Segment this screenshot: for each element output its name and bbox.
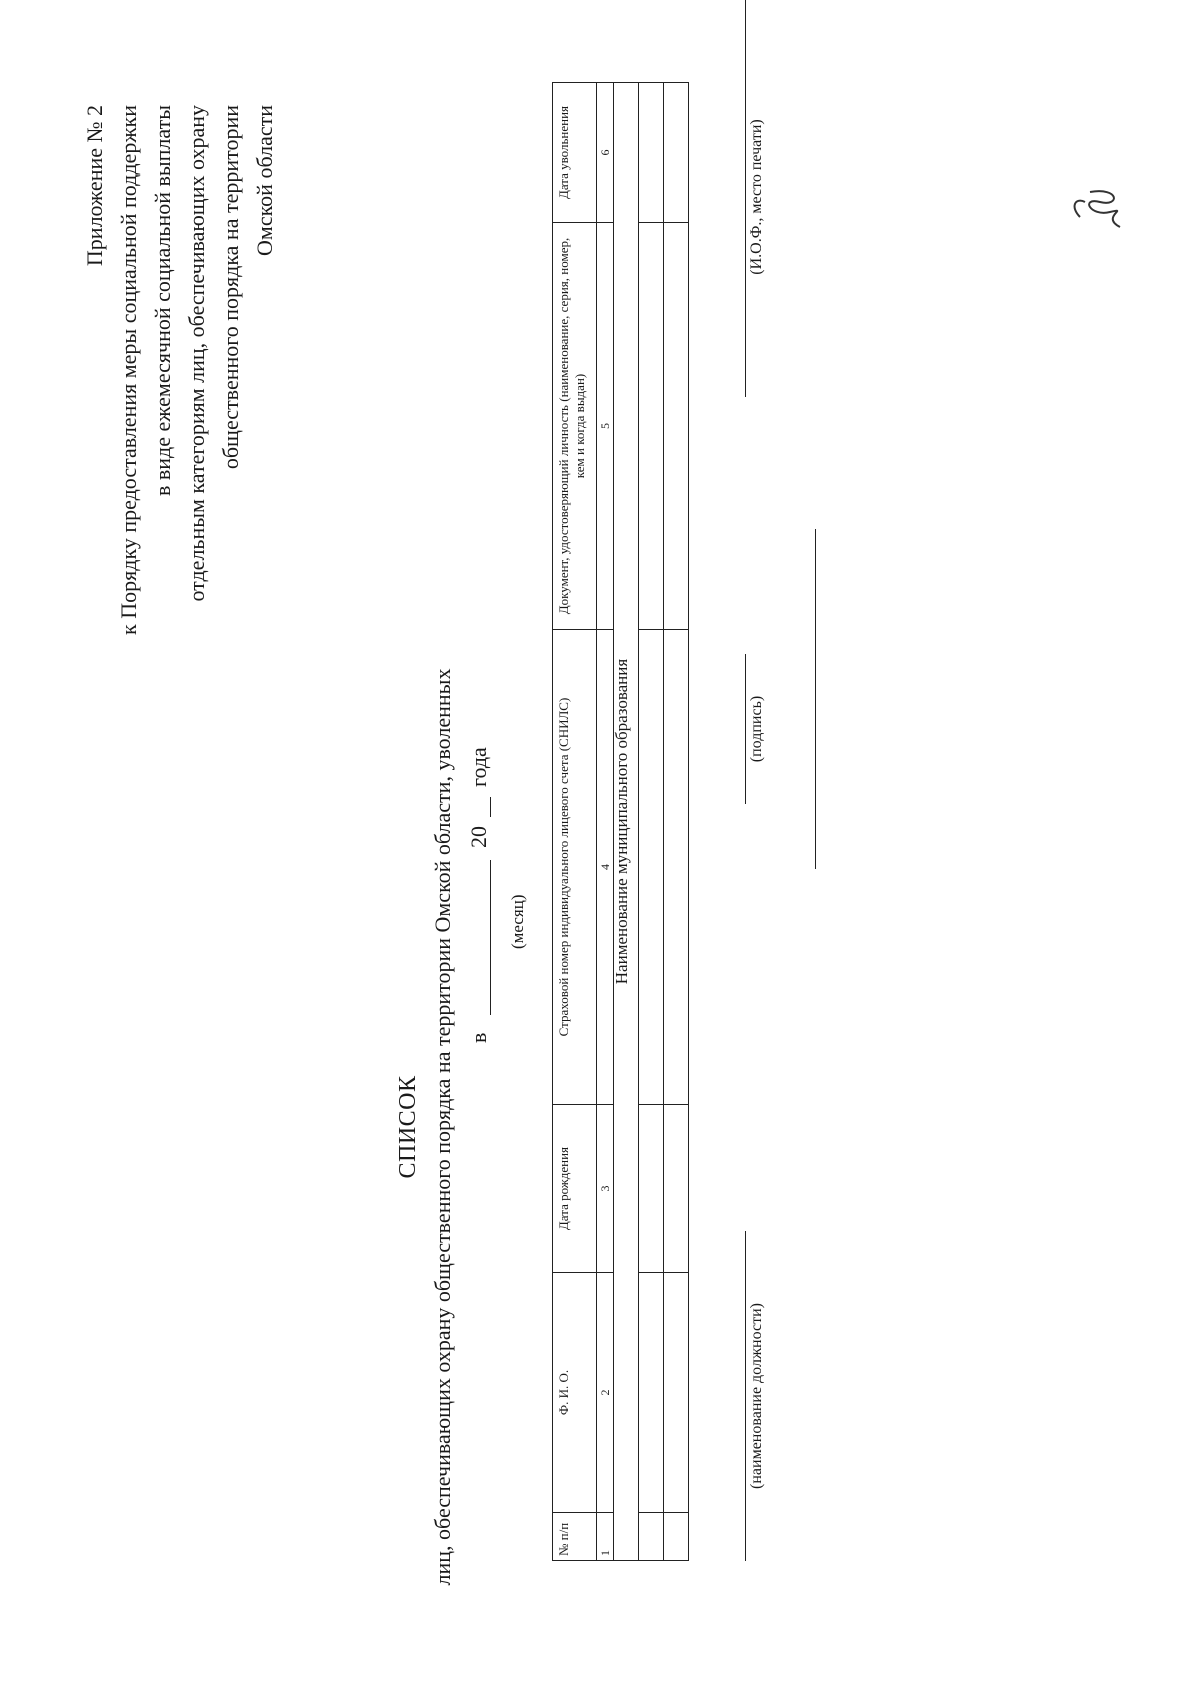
month-caption: (месяц)	[508, 894, 527, 949]
period-line	[466, 747, 506, 1447]
column-header-full-name: Ф. И. О.	[553, 1273, 597, 1513]
roster-table	[552, 82, 689, 1561]
name-caption: (И.О.Ф., место печати)	[748, 119, 765, 275]
position-signature-block	[745, 1231, 766, 1561]
year-blank-line	[490, 797, 491, 817]
municipality-cell: Наименование муниципального образования	[614, 83, 639, 1561]
appendix-line: в виде ежемесячной социальной выплаты	[150, 105, 175, 497]
column-number: 1	[597, 1513, 614, 1561]
appendix-line: отдельным категориям лиц, обеспечивающих охрану	[184, 105, 209, 602]
table-cell	[664, 1105, 689, 1273]
column-header-number: № п/п	[553, 1513, 597, 1561]
column-header-birth-date: Дата рождения	[553, 1105, 597, 1273]
document-title: СПИСОК	[395, 1075, 421, 1179]
document-subtitle: лиц, обеспечивающих охрану общественного порядка на территории Омской области, уволенных	[430, 668, 455, 1586]
column-number: 3	[597, 1105, 614, 1273]
signature-line	[815, 529, 816, 869]
column-number: 2	[597, 1273, 614, 1513]
table-cell	[639, 1513, 664, 1561]
appendix-line: Омской области	[252, 105, 277, 256]
table-cell	[664, 1273, 689, 1513]
municipality-row	[614, 83, 639, 1561]
appendix-header	[78, 105, 282, 635]
position-caption: (наименование должности)	[748, 1303, 765, 1489]
period-year-prefix: 20	[466, 826, 491, 848]
column-header-dismissal-date: Дата увольнения	[553, 83, 597, 223]
column-number: 4	[597, 630, 614, 1105]
signature-line	[745, 0, 746, 397]
table-cell	[639, 223, 664, 630]
column-number: 5	[597, 223, 614, 630]
table-cell	[639, 1105, 664, 1273]
signature-line	[745, 1231, 746, 1561]
table-cell	[664, 83, 689, 223]
table-row	[639, 83, 664, 1561]
column-header-snils: Страховой номер индивидуального лицевого счета (СНИЛС)	[553, 630, 597, 1105]
handwritten-initials-icon	[1060, 177, 1140, 237]
table-cell	[664, 630, 689, 1105]
column-header-identity-document: Документ, удостоверяющий личность (наименование, серия, номер, кем и когда выдан)	[553, 223, 597, 630]
table-cell	[664, 1513, 689, 1561]
appendix-line: Приложение № 2	[82, 105, 107, 267]
table-cell	[639, 83, 664, 223]
handwritten-initials	[1060, 177, 1145, 237]
table-cell	[664, 223, 689, 630]
table-row	[664, 83, 689, 1561]
period-year-suffix: года	[466, 747, 491, 787]
table-header-row	[553, 83, 597, 1561]
signature-line	[745, 654, 746, 804]
appendix-line: общественного порядка на территории	[218, 105, 243, 470]
appendix-line: к Порядку предоставления меры социальной поддержки	[116, 105, 141, 635]
signature-caption: (подпись)	[748, 695, 765, 763]
table-cell	[639, 1273, 664, 1513]
period-prefix: в	[466, 1032, 491, 1043]
month-blank-line	[490, 860, 491, 1015]
signature-block	[745, 654, 766, 804]
table-cell	[639, 630, 664, 1105]
column-number: 6	[597, 83, 614, 223]
column-number-row	[597, 83, 614, 1561]
name-signature-block	[745, 0, 766, 397]
